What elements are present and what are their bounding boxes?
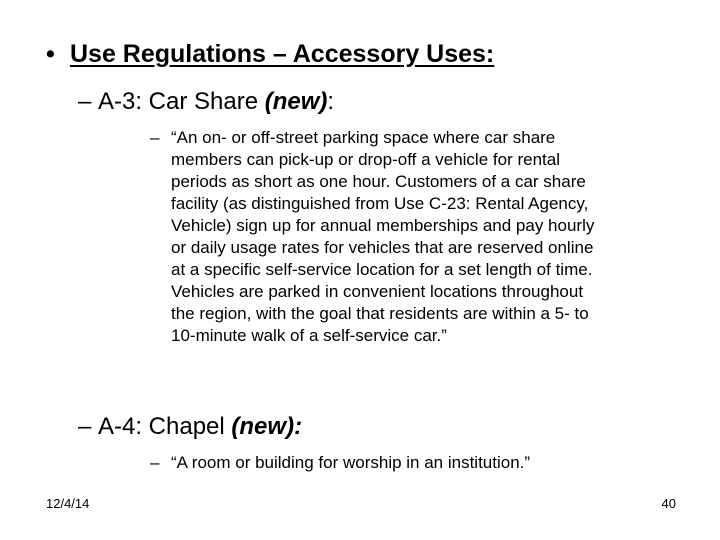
definition-line: Vehicle) sign up for annual memberships and pay hourly bbox=[171, 216, 595, 235]
definition-line: or daily usage rates for vehicles that are reserved online bbox=[171, 238, 594, 257]
title-text: Use Regulations – Accessory Uses: bbox=[70, 40, 495, 68]
item-a4-heading-text: A-4: Chapel bbox=[98, 413, 232, 440]
definition-line: facility (as distinguished from Use C-23: Rental Agency, bbox=[171, 194, 589, 213]
item-a4-new-tag: (new): bbox=[231, 413, 303, 440]
definition-line: periods as short as one hour. Customers of a car share bbox=[171, 172, 586, 191]
definition-line: members can pick-up or drop-off a vehicle for rental bbox=[171, 150, 560, 169]
item-a3-def-dash: – bbox=[150, 128, 160, 147]
item-a4-def-body bbox=[171, 452, 691, 474]
definition-line: at a specific self-service location for a set length of time. bbox=[171, 260, 593, 279]
item-a3-heading-text: A-3: Car Share bbox=[98, 88, 265, 115]
page-number: 40 bbox=[661, 496, 676, 511]
item-a4-def-dash: – bbox=[150, 453, 160, 472]
item-a3-colon: : bbox=[327, 88, 335, 115]
item-a3-dash: – bbox=[78, 88, 92, 115]
item-a4-dash: – bbox=[78, 413, 92, 440]
definition-line: 10-minute walk of a self-service car.” bbox=[171, 326, 447, 345]
item-a3-new-tag: (new) bbox=[264, 88, 328, 115]
title-bullet: • bbox=[46, 40, 55, 68]
definition-line: Vehicles are parked in convenient locations throughout bbox=[171, 282, 584, 301]
definition-line: the region, with the goal that residents are within a 5- to bbox=[171, 304, 589, 323]
item-a3-heading bbox=[78, 88, 334, 116]
slide-title bbox=[46, 40, 494, 69]
item-a4-heading bbox=[78, 413, 302, 441]
definition-line: “A room or building for worship in an institution.” bbox=[171, 453, 531, 472]
definition-line: “An on- or off-street parking space where car share bbox=[171, 128, 556, 147]
item-a3-def-body bbox=[171, 127, 691, 347]
footer-date: 12/4/14 bbox=[46, 496, 90, 511]
